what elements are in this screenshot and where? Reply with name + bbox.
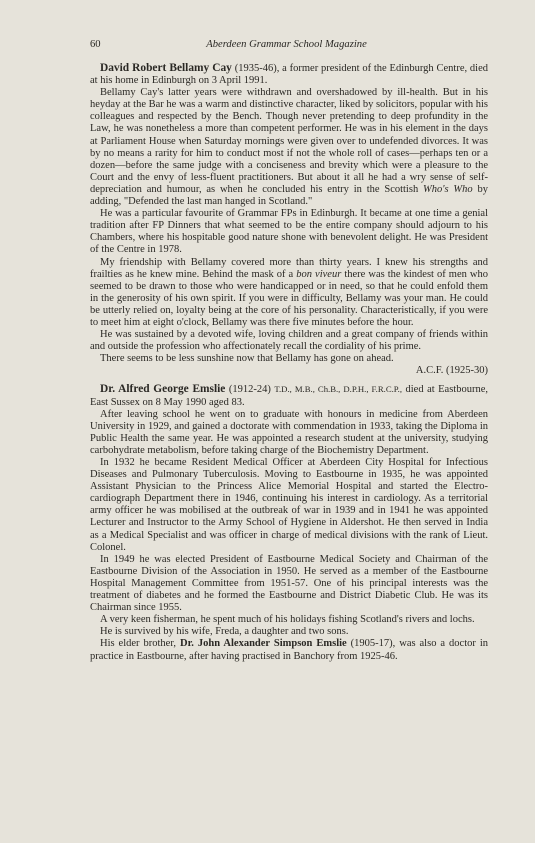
cay-career-end: by adding, "Defended the last man hanged in Scotland."	[90, 183, 488, 208]
cay-paragraph-friendship	[90, 257, 488, 330]
cay-paragraph-favourite: He was a particular favourite of Grammar FPs in Edinburgh. It became at one time a genial tradition after FP Dinners that what seemed to be the entire company should adjourn to his Chambers, where his hospitable good nature shone with benevolent delight. He was President of the Centre in 1978.	[90, 208, 488, 256]
emslie-paragraph-fisherman: A very keen fisherman, he spent much of his holidays fishing Scotland's rivers and lochs.	[100, 614, 475, 626]
cay-paragraph-career	[90, 87, 488, 208]
cay-paragraph-family: He was sustained by a devoted wife, loving children and a great company of friends within and outside the profession who affectionately recall the cordiality of his prime.	[90, 329, 488, 353]
emslie-degrees: T.D., M.B., Ch.B., D.P.H., F.R.C.P.,	[274, 384, 402, 395]
emslie-years: (1912-24)	[225, 384, 275, 396]
obituary-column	[90, 62, 488, 663]
emslie-intro-end: died at Eastbourne, East Sussex on 8 May 1990 aged 83.	[90, 384, 488, 408]
cay-signature: A.C.F. (1925-30)	[415, 365, 488, 377]
emslie-paragraph-brother	[90, 638, 488, 662]
emslie-brother-text: His elder brother,	[100, 638, 180, 650]
cay-intro-text: (1935-46), a former president of the Edinburgh Centre, died at his home in Edinburgh on 3 April 1991.	[90, 63, 488, 87]
cay-friendship-end: there was the kindest of men who seemed to be drawn to those who were handicapped or in need, so that he could enfold them in the generosity of his own spirit. If you were in difficulty, Bellamy was your man. He could be utterly relied on, loyalty being at the core of his personality. Characteristically, if you were to meet him at eight o'clock, Bellamy was there five minutes before the hour.	[90, 268, 488, 328]
page-number: 60	[90, 39, 101, 50]
emslie-paragraph-education: After leaving school he went on to graduate with honours in medicine from Aberdeen University in 1929, and gained a doctorate with commendation in 1933, taking the Diploma in Public Health the same year. He was appointed a research student at the university, studying carbohydrate metabolism, before taking charge of the Biochemistry Department.	[90, 408, 488, 456]
cay-whos-who-italic: Who's Who	[423, 183, 473, 195]
running-head	[90, 38, 473, 52]
emslie-paragraph-president: In 1949 he was elected President of Eastbourne Medical Society and Chairman of the Eastbourne Division of the Association in 1950. He served as a member of the Eastbourne Hospital Management Committee from 1951-57. One of his principal interests was the treatment of diabetes and he formed the Eastbourne and District Diabetic Club. He was its Chairman since 1955.	[90, 553, 488, 614]
cay-name: David Robert Bellamy Cay	[100, 62, 232, 74]
cay-friendship-text: My friendship with Bellamy covered more than thirty years. I knew his strengths and frailties as he knew mine. Behind the mask of a	[90, 256, 488, 280]
cay-bon-viveur-italic: bon viveur	[296, 268, 342, 280]
magazine-title: Aberdeen Grammar School Magazine	[206, 39, 367, 50]
cay-intro-paragraph	[90, 62, 488, 87]
emslie-name: Dr. Alfred George Emslie	[100, 383, 226, 396]
emslie-paragraph-career: In 1932 he became Resident Medical Officer at Aberdeen City Hospital for Infectious Diseases and Pulmonary Tuberculosis. Moving to Eastbourne in 1935, he was appointed Assistant Physician to the Princess Alice Memorial Hospital and started the Electro-cardiograph Department there in 1946, continuing his interest in cardiology. As a territorial army officer he was mobilised at the outbreak of war in 1939 and in 1941 he was appointed Lecturer and Instructor to the Army School of Hygiene in Aldershot. He then served in India as a Medical Specialist and was officer in charge of medical divisions with the rank of Lieut. Colonel.	[90, 457, 488, 553]
emslie-intro-paragraph	[90, 383, 488, 408]
cay-paragraph-sunshine: There seems to be less sunshine now that Bellamy has gone on ahead.	[100, 353, 394, 365]
emslie-brother-name: Dr. John Alexander Simpson Emslie	[180, 638, 347, 650]
emslie-brother-end: (1905-17), was also a doctor in practice in Eastbourne, after having practised in Banchory from 1925-46.	[90, 638, 488, 662]
emslie-paragraph-survived: He is survived by his wife, Freda, a daughter and two sons.	[100, 626, 349, 638]
cay-career-text: Bellamy Cay's latter years were withdrawn and overshadowed by ill-health. But in his heyday at the Bar he was a warm and distinctive character, liked by solicitors, popular with his colleagues and respected by the Bench. Though never pretending to deep profundity in the Law, he was nonetheless a more than competent performer. He was in his element in the days at Parliament House when Saturday mornings were given over to undefended divorces. It was by no means a rarity for him to conduct most if not the whole roll of cases—perhaps ten or a dozen—before the same judge with a conciseness and brevity which were a pleasure to the Court and the envy of less-fluent practitioners. But about it all he had a wry sense of self-depreciation and humour, as when he concluded his entry in the Scottish	[90, 87, 488, 195]
